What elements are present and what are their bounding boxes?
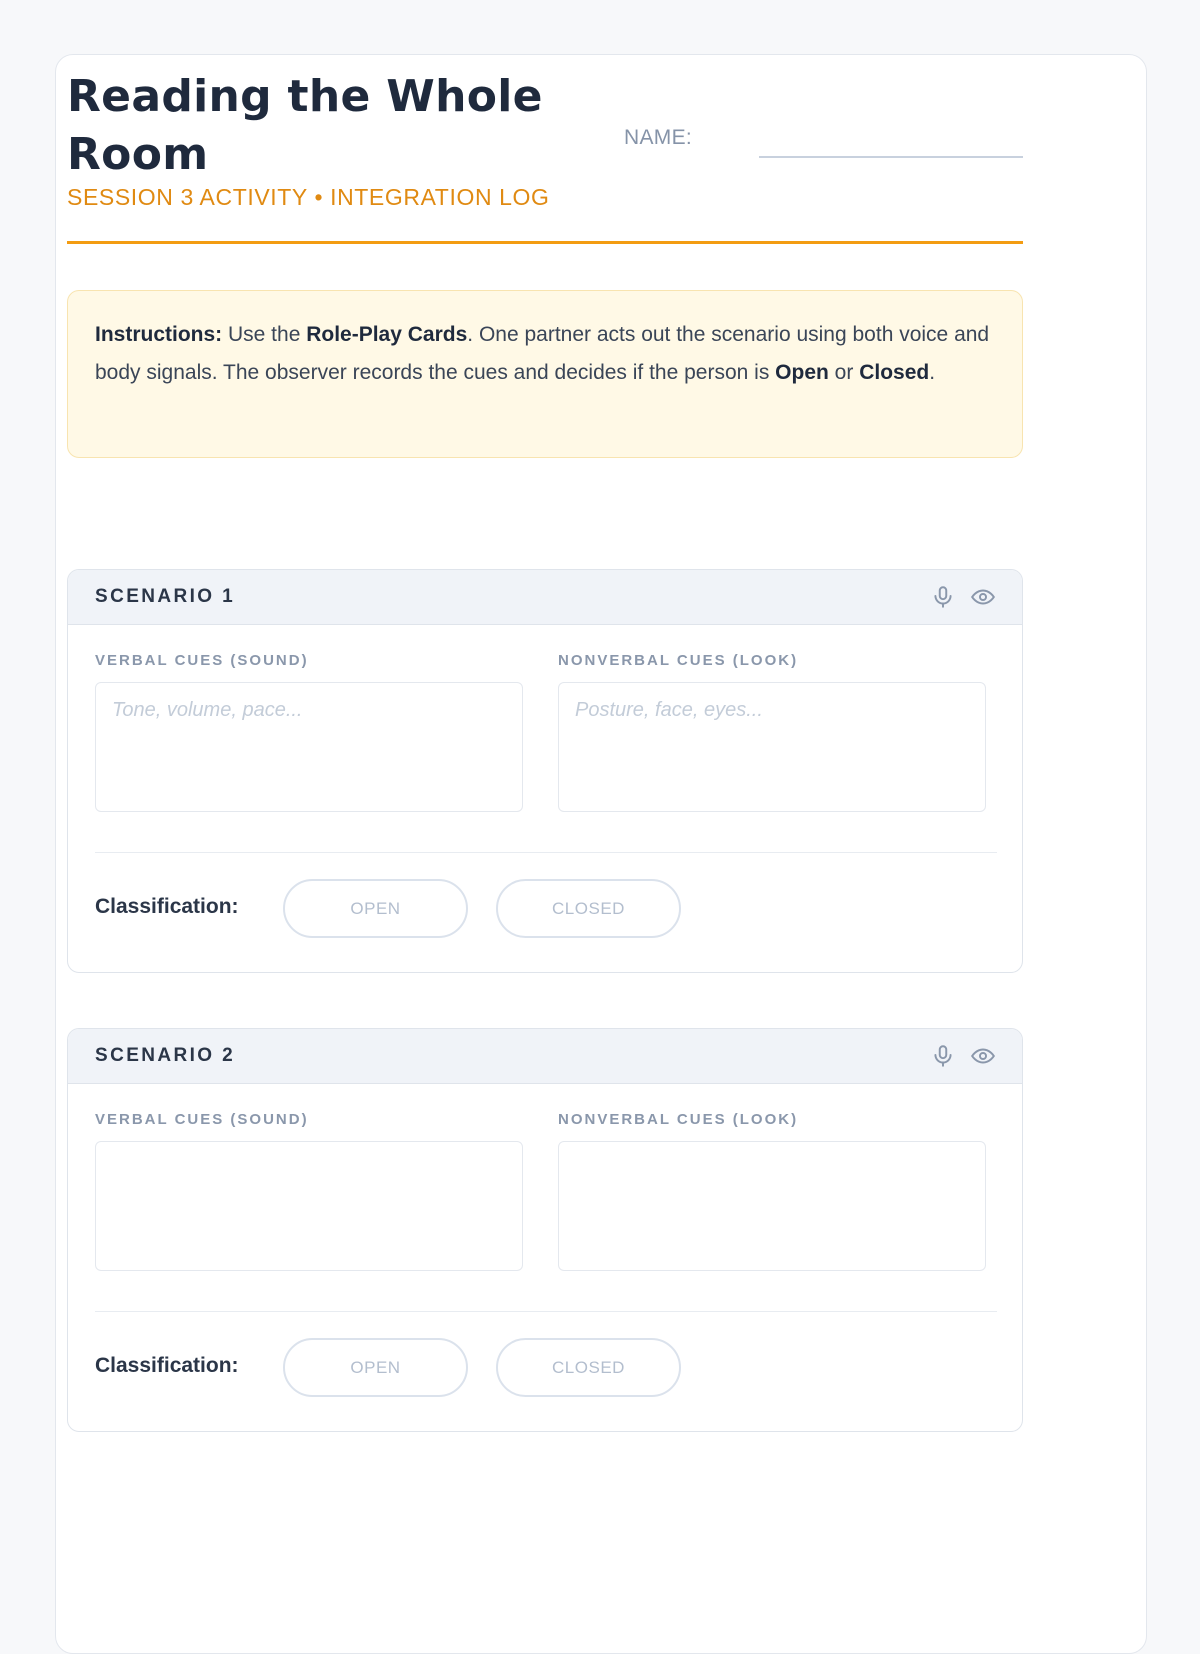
instructions-text: . <box>929 361 936 384</box>
divider <box>95 852 997 853</box>
microphone-icon <box>930 584 956 610</box>
scenario-card-2 <box>67 1028 1023 1432</box>
name-label: NAME: <box>624 126 693 149</box>
open-button[interactable]: OPEN <box>283 879 468 938</box>
open-text: Open <box>775 361 829 384</box>
instructions-text: or <box>828 361 860 384</box>
scenario-card-1 <box>67 569 1023 973</box>
role-play-cards-text: Role-Play Cards <box>306 323 468 346</box>
verbal-cues-field[interactable]: Tone, volume, pace... <box>95 682 523 812</box>
verbal-cues-field[interactable] <box>95 1141 523 1271</box>
eye-icon <box>970 584 996 610</box>
closed-button[interactable]: CLOSED <box>496 1338 681 1397</box>
verbal-cues-label: VERBAL CUES (SOUND) <box>95 1111 309 1128</box>
open-button[interactable]: OPEN <box>283 1338 468 1397</box>
nonverbal-cues-field[interactable] <box>558 1141 986 1271</box>
scenario-icons <box>930 1043 996 1069</box>
closed-button[interactable]: CLOSED <box>496 879 681 938</box>
closed-text: Closed <box>859 361 930 384</box>
nonverbal-cues-label: NONVERBAL CUES (LOOK) <box>558 1111 799 1128</box>
eye-icon <box>970 1043 996 1069</box>
instructions-text: Use the <box>222 323 307 346</box>
instructions-text: . One partner acts out the scenario using both voice and body signals. The observer records the cues and decides if the person is <box>95 323 990 384</box>
scenario-header <box>68 570 1022 625</box>
instructions-lead: Instructions: <box>95 323 223 346</box>
classification-label: Classification: <box>95 1354 239 1377</box>
nonverbal-cues-field[interactable]: Posture, face, eyes... <box>558 682 986 812</box>
microphone-icon <box>930 1043 956 1069</box>
verbal-cues-label: VERBAL CUES (SOUND) <box>95 652 309 669</box>
nonverbal-cues-label: NONVERBAL CUES (LOOK) <box>558 652 799 669</box>
scenario-title: SCENARIO 1 <box>95 586 236 607</box>
instructions-box <box>67 290 1023 458</box>
page-subtitle: SESSION 3 ACTIVITY • INTEGRATION LOG <box>67 184 550 210</box>
scenario-header <box>68 1029 1022 1084</box>
worksheet-header <box>67 66 1023 244</box>
scenario-icons <box>930 584 996 610</box>
classification-label: Classification: <box>95 895 239 918</box>
name-field[interactable] <box>759 156 1023 158</box>
divider <box>95 1311 997 1312</box>
page-title: Reading the Whole Room <box>67 71 543 180</box>
scenario-title: SCENARIO 2 <box>95 1045 236 1066</box>
